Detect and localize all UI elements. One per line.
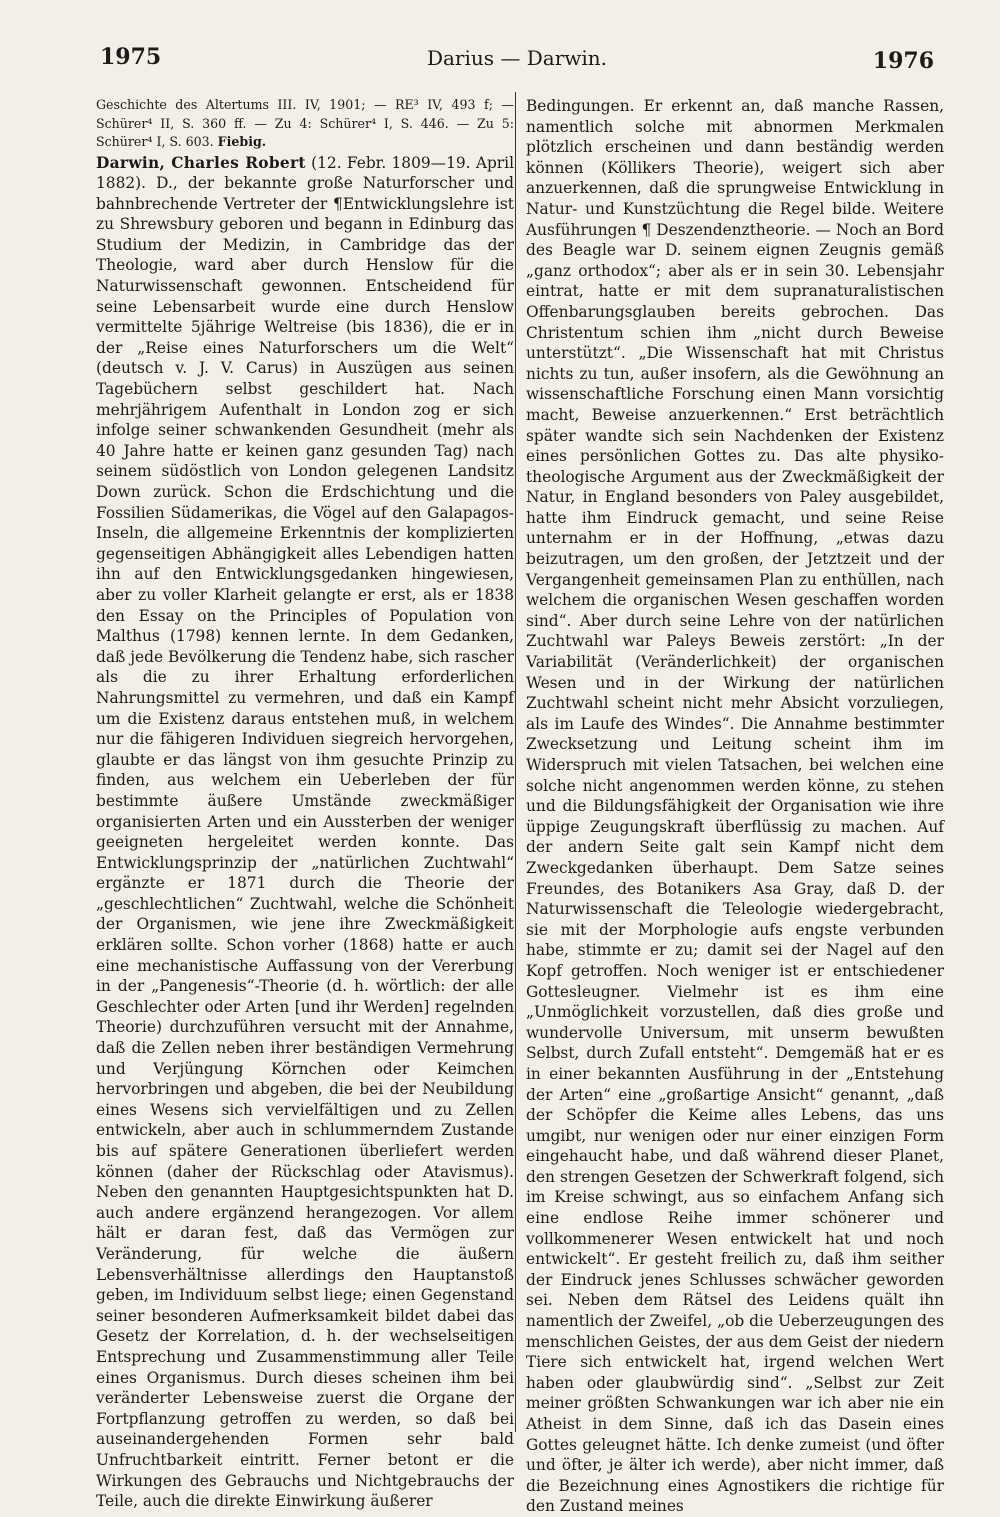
page-number-right: 1976 — [872, 48, 934, 74]
page-number-left: 1975 — [100, 44, 162, 70]
entry-text-left: (12. Febr. 1809—19. April 1882). D., der bekannte große Naturforscher und bahnbrechende Vertreter der ¶Entwicklungslehre ist zu Shrewsbury geboren und begann in Edinburg das Studium der Medizin, in Cambridge das der Theologie, ward aber durch Henslow für die Naturwissenschaft gewonnen. Entscheidend für seine Lebensarbeit wurde eine durch Henslow vermittelte 5jährige Weltreise (bis 1836), die er in der „Reise eines Naturforschers um die Welt“ (deutsch v. J. V. Carus) in Auszügen aus seinen Tagebüchern selbst geschildert hat. Nach mehrjährigem Aufenthalt in London zog er sich infolge seiner schwankenden Gesundheit (mehr als 40 Jahre hatte er keinen ganz gesunden Tag) nach seinem südöstlich von London gelegenen Landsitz Down zurück. Schon die Erdschichtung und die Fossilien Südamerikas, die Vögel auf den Galapagos-Inseln, die allgemeine Erkenntnis der komplizierten gegenseitigen Abhängigkeit alles Lebendigen hatten ihn auf den Entwicklungsgedanken hingewiesen, aber zu voller Klarheit gelangte er erst, als er 1838 den Essay on the Principles of Population von Malthus (1798) kennen lernte. In dem Gedanken, daß jede Bevölkerung die Tendenz habe, sich rascher als die zu ihrer Erhaltung erforderlichen Nahrungsmittel zu vermehren, und daß ein Kampf um die Existenz daraus entstehen muß, in welchem nur die fähigeren Individuen siegreich hervorgehen, glaubte er das längst von ihm gesuchte Prinzip zu finden, aus welchem ein Ueberleben der für bestimmte äußere Umstände zweckmäßiger organisierten Arten und ein Aussterben der weniger geeigneten hergeleitet werden konnte. Das Entwicklungsprinzip der „natürlichen Zuchtwahl“ ergänzte er 1871 durch die Theorie der „geschlechtlichen“ Zuchtwahl, welche die Schönheit der Organismen, wie jene ihre Zweckmäßigkeit erklären sollte. Schon vorher (1868) hatte er auch eine mechanistische Auffassung von der Vererbung in der „Pangenesis“-Theorie (d. h. wörtlich: der alle Geschlechter oder Arten [und ihr Werden] regelnden Theorie) durchzuführen versucht mit der Annahme, daß die Zellen neben ihrer beständigen Vermehrung und Verjüngung Körnchen oder Keimchen hervorbringen und abgeben, die bei der Neubildung eines Wesens sich vervielfältigen und zu Zellen entwickeln, aber auch in schlummerndem Zustande bis auf spätere Generationen überliefert werden können (daher der Rückschlag oder Atavismus). Neben den genannten Hauptgesichtspunkten hat D. auch andere ergänzend herangezogen. Vor allem hält er daran fest, daß das Vermögen zur Veränderung, für welche die äußern Lebensverhältnisse allerdings den Hauptanstoß geben, im Individuum selbst liege; einen Gegenstand seiner besonderen Aufmerksamkeit bildet dabei das Gesetz der Korrelation, d. h. der wechselseitigen Entsprechung und Zusammenstimmung aller Teile eines Organismus. Durch dieses scheinen ihm bei veränderter Lebensweise zuerst die Organe der Fortpflanzung getroffen zu werden, so daß bei auseinandergehenden Formen sehr bald Unfruchtbarkeit eintritt. Ferner betont er die Wirkungen des Gebrauchs und Nichtgebrauchs der Teile, auch die direkte Einwirkung äußerer — [96, 153, 514, 1511]
entry-lemma: Darwin, Charles Robert — [96, 153, 306, 172]
entry-text-right: Bedingungen. Er erkennt an, daß manche Rassen, namentlich solche mit abnormen Merkmalen plötzlich erscheinen und dann beständig werden können (Köllikers Theorie), weigert sich aber anzuerkennen, daß die sprungweise Entwicklung in Natur- und Kunstzüchtung die Regel bilde. Weitere Ausführungen ¶ Deszendenztheorie. — Noch an Bord des Beagle war D. seinem eignen Zeugnis gemäß „ganz orthodox“; aber als er in sein 30. Lebensjahr eintrat, hatte er mit dem supranaturalistischen Offenbarungsglauben bereits gebrochen. Das Christentum schien ihm „nicht durch Beweise unterstützt“. „Die Wissenschaft hat mit Christus nichts zu tun, außer insofern, als die Gewöhnung an wissenschaftliche Forschung einen Mann vorsichtig macht, Beweise anzuerkennen.“ Erst beträchtlich später wandte sich sein Nachdenken der Existenz eines persönlichen Gottes zu. Das alte physiko-theologische Argument aus der Zweckmäßigkeit der Natur, in England besonders von Paley ausgebildet, hatte ihm Eindruck gemacht, und seine Reise unternahm er in der Hoffnung, „etwas dazu beizutragen, um den großen, der Jetztzeit und der Vergangenheit gemeinsamen Plan zu enthüllen, nach welchem die organischen Wesen geschaffen worden sind“. Aber durch seine Lehre von der natürlichen Zuchtwahl war Paleys Beweis zerstört: „In der Variabilität (Veränderlichkeit) der organischen Wesen und in der Wirkung der natürlichen Zuchtwahl scheint nicht mehr Absicht vorzuliegen, als im Laufe des Windes“. Die Annahme bestimmter Zwecksetzung und Leitung scheint ihm im Widerspruch mit vielen Tatsachen, bei welchen eine solche nicht angenommen werden könne, zu stehen und die Bildungsfähigkeit der Organisation wie ihre üppige Zeugungskraft überflüssig zu machen. Auf der andern Seite galt sein Kampf nicht dem Zweckgedanken überhaupt. Dem Satze seines Freundes, des Botanikers Asa Gray, daß D. der Naturwissenschaft die Teleologie wiedergebracht, sie mit der Morphologie aufs engste verbunden habe, stimmte er zu; damit sei der Nagel auf den Kopf getroffen. Noch weniger ist er entschiedener Gottesleugner. Vielmehr ist es ihm eine „Unmöglichkeit vorzustellen, daß dies große und wundervolle Universum, mit unserm bewußten Selbst, durch Zufall entsteht“. Demgemäß hat er es in einer bekannten Ausführung in der „Entstehung der Arten“ eine „großartige Ansicht“ genannt, „daß der Schöpfer die Keime alles Lebens, das uns umgibt, nur wenigen oder nur einer einzigen Form eingehaucht habe, und daß während dieser Planet, den strengen Gesetzen der Schwerkraft folgend, sich im Kreise schwingt, aus so einfachem Anfang sich eine endlose Reihe immer schönerer und vollkommenerer Wesen entwickelt hat und noch entwickelt“. Er gesteht freilich zu, daß ihm seither der Eindruck jenes Schlusses schwächer geworden sei. Neben dem Rätsel des Leidens quält ihn namentlich der Zweifel, „ob die Ueberzeugungen des menschlichen Geistes, der aus dem Geist der niedern Tiere sich entwickelt hat, irgend welchen Wert haben oder glaubwürdig sind“. „Selbst zur Zeit meiner größten Schwankungen war ich aber nie ein Atheist in dem Sinne, daß ich das Dasein eines Gottes geleugnet hätte. Ich denke zumeist (und öfter und öfter, je älter ich werde), aber nicht immer, daß die Bezeichnung eines Agnostikers die richtige für den Zustand meines — [526, 97, 944, 1516]
left-column — [96, 96, 514, 1512]
running-header — [100, 44, 934, 84]
references-paragraph — [96, 96, 514, 152]
author-signature: Fiebig. — [217, 134, 267, 149]
darwin-entry-paragraph — [96, 153, 514, 1512]
column-divider — [515, 92, 516, 1432]
running-title: Darius — Darwin. — [426, 46, 608, 70]
right-column — [526, 96, 944, 1517]
references-text: Geschichte des Altertums III. IV, 1901; — RE³ IV, 493 f; — Schürer⁴ II, S. 360 ff. — Zu 4: Schürer⁴ I, S. 446. — Zu 5: Schürer⁴ I, S. 603. — [96, 97, 514, 149]
